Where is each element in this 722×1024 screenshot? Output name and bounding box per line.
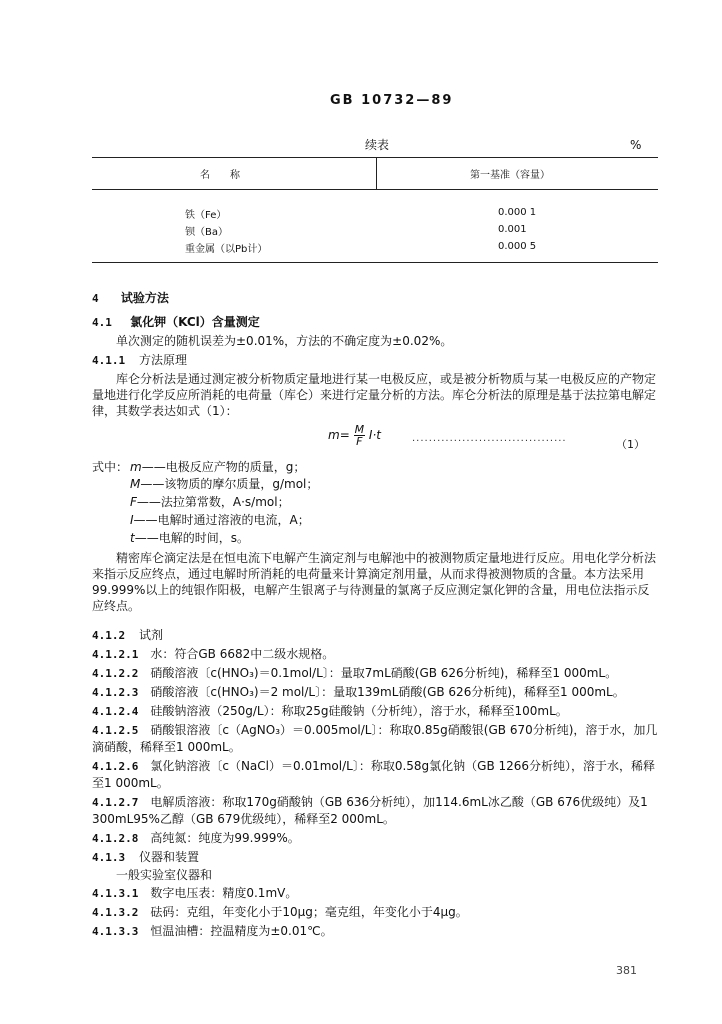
variable-description: ——电解时通过溶液的电流，A； bbox=[133, 513, 310, 527]
list-item bbox=[92, 684, 658, 701]
formula-fraction bbox=[354, 424, 366, 447]
variable-symbol: F bbox=[130, 495, 137, 509]
formula-number: （1） bbox=[616, 438, 645, 451]
section-title: 试验方法 bbox=[120, 291, 169, 305]
list-item bbox=[92, 885, 658, 902]
formula-rhs: I·t bbox=[368, 428, 381, 442]
paragraph: 一般实验室仪器和 bbox=[116, 868, 213, 882]
subsection-heading bbox=[92, 627, 163, 644]
variable-description: ——法拉第常数，A·s/mol； bbox=[136, 495, 290, 509]
item-number: 4.1.3.1 bbox=[92, 887, 139, 900]
item-text: 硅酸钠溶液（250g/L）：称取25g硅酸钠（分析纯），溶于水，稀释至100mL。 bbox=[150, 704, 568, 718]
formula bbox=[328, 424, 381, 447]
item-text: 硝酸溶液〔c(HNO₃)＝2 mol/L〕：量取139mL硝酸(GB 626分析纯)，稀释至1 000mL。 bbox=[150, 685, 625, 699]
item-text: 水：符合GB 6682中二级水规格。 bbox=[150, 647, 335, 661]
table-row-value: 0.000 5 bbox=[498, 241, 537, 252]
list-item bbox=[92, 904, 658, 921]
item-number: 4.1.3.3 bbox=[92, 925, 139, 938]
table-bottom-rule bbox=[92, 262, 658, 263]
variable-definition bbox=[130, 476, 318, 492]
table-header-value: 第一基准（容量） bbox=[470, 170, 550, 181]
list-item bbox=[92, 646, 658, 663]
list-item bbox=[92, 665, 658, 682]
variable-symbol: M bbox=[130, 477, 141, 491]
table-row-name: 重金属（以Pb计） bbox=[185, 244, 268, 255]
item-number: 4.1.2.4 bbox=[92, 705, 139, 718]
subsection-number: 4.1.2 bbox=[92, 629, 126, 642]
standard-number: GB 10732—89 bbox=[330, 93, 454, 108]
subsection-heading bbox=[92, 352, 187, 369]
item-number: 4.1.3.2 bbox=[92, 906, 139, 919]
table-continuation-label: 续表 bbox=[365, 138, 390, 152]
paragraph: 精密库仑滴定法是在恒电流下电解产生滴定剂与电解池中的被测物质定量地进行反应。用电化学分析法来指示反应终点，通过电解时所消耗的电荷量来计算滴定剂用量，从而求得被测物质的含量。本方法采用99.999%以上的纯银作阳极，电解产生银离子与待测量的氯离子反应测定氯化钾的含量，用电位法指示反应终点。 bbox=[92, 551, 657, 613]
subsection-title: 试剂 bbox=[138, 628, 163, 642]
item-number: 4.1.2.1 bbox=[92, 648, 139, 661]
item-text: 电解质溶液：称取170g硝酸钠（GB 636分析纯），加114.6mL冰乙酸（GB 676优级纯）及1 300mL95%乙醇（GB 679优级纯），稀释至2 000mL。 bbox=[92, 795, 648, 826]
item-text: 硝酸银溶液〔c（AgNO₃）＝0.005mol/L〕：称取0.85g硝酸银(GB 670分析纯)，溶于水，加几滴硝酸，稀释至1 000mL。 bbox=[92, 723, 658, 754]
subsection-number: 4.1.3 bbox=[92, 851, 126, 864]
item-text: 氯化钠溶液〔c（NaCl）＝0.01mol/L〕：称取0.58g氯化钠（GB 1266分析纯），溶于水，稀释至1 000mL。 bbox=[92, 759, 656, 790]
subsection-heading bbox=[92, 849, 199, 866]
variable-definition bbox=[130, 459, 305, 475]
formula-lhs: m= bbox=[328, 428, 350, 442]
table-column-divider bbox=[376, 158, 377, 189]
where-label: 式中： bbox=[92, 460, 129, 474]
list-item bbox=[92, 830, 658, 847]
item-number: 4.1.2.3 bbox=[92, 686, 139, 699]
subsection-title: 方法原理 bbox=[138, 353, 187, 367]
item-number: 4.1.2.2 bbox=[92, 667, 139, 680]
subsection-title: 仪器和装置 bbox=[138, 850, 199, 864]
item-number: 4.1.2.7 bbox=[92, 796, 139, 809]
list-item bbox=[92, 758, 658, 791]
item-number: 4.1.2.8 bbox=[92, 832, 139, 845]
item-text: 硝酸溶液〔c(HNO₃)＝0.1mol/L〕：量取7mL硝酸(GB 626分析纯)，稀释至1 000mL。 bbox=[150, 666, 618, 680]
table-row-value: 0.000 1 bbox=[498, 207, 537, 218]
variable-description: ——电解的时间，s。 bbox=[134, 531, 249, 545]
formula-numerator: M bbox=[354, 423, 365, 436]
paragraph: 单次测定的随机误差为±0.01%，方法的不确定度为±0.02%。 bbox=[116, 334, 453, 348]
item-number: 4.1.2.5 bbox=[92, 724, 139, 737]
table-top-rule bbox=[92, 157, 658, 158]
variable-description: ——电极反应产物的质量，g； bbox=[141, 460, 306, 474]
table-row-name: 钡（Ba） bbox=[185, 227, 228, 238]
paragraph: 库仑分析法是通过测定被分析物质定量地进行某一电极反应，或是被分析物质与某一电极反应的产物定量地进行化学反应所消耗的电荷量（库仑）来进行定量分析的方法。库仑分析法的原理是基于法拉第电解定律，其数学表达如式（1）： bbox=[92, 372, 657, 418]
variable-symbol: t bbox=[130, 531, 135, 545]
section-heading bbox=[92, 290, 169, 307]
table-header-name: 名 称 bbox=[200, 170, 240, 181]
section-number: 4 bbox=[92, 292, 99, 305]
page-number: 381 bbox=[616, 964, 637, 977]
item-text: 高纯氮：纯度为99.999%。 bbox=[150, 831, 300, 845]
table-header-rule bbox=[92, 189, 658, 190]
table-row-name: 铁（Fe） bbox=[185, 210, 227, 221]
variable-symbol: I bbox=[130, 513, 134, 527]
subsection-number: 4.1.1 bbox=[92, 354, 126, 367]
list-item bbox=[92, 794, 658, 827]
variable-definition bbox=[130, 494, 290, 510]
table-row-value: 0.001 bbox=[498, 224, 527, 235]
list-item bbox=[92, 722, 658, 755]
subsection-number: 4.1 bbox=[92, 316, 112, 329]
item-text: 砝码：克组，年变化小于10μg；毫克组，年变化小于4μg。 bbox=[150, 905, 468, 919]
list-item bbox=[92, 703, 658, 720]
table-unit: % bbox=[630, 138, 642, 152]
formula-leader-dots: ····································· bbox=[412, 436, 567, 447]
variable-symbol: m bbox=[130, 460, 142, 474]
variable-definition bbox=[130, 512, 310, 528]
item-text: 数字电压表：精度0.1mV。 bbox=[150, 886, 298, 900]
subsection-title: 氯化钾（KCl）含量测定 bbox=[130, 315, 260, 329]
variable-description: ——该物质的摩尔质量，g/mol； bbox=[140, 477, 319, 491]
variable-definition bbox=[130, 530, 249, 546]
subsection-heading bbox=[92, 314, 260, 331]
item-number: 4.1.2.6 bbox=[92, 760, 139, 773]
item-text: 恒温油槽：控温精度为±0.01℃。 bbox=[150, 924, 333, 938]
formula-denominator: F bbox=[356, 435, 363, 448]
list-item bbox=[92, 923, 658, 940]
